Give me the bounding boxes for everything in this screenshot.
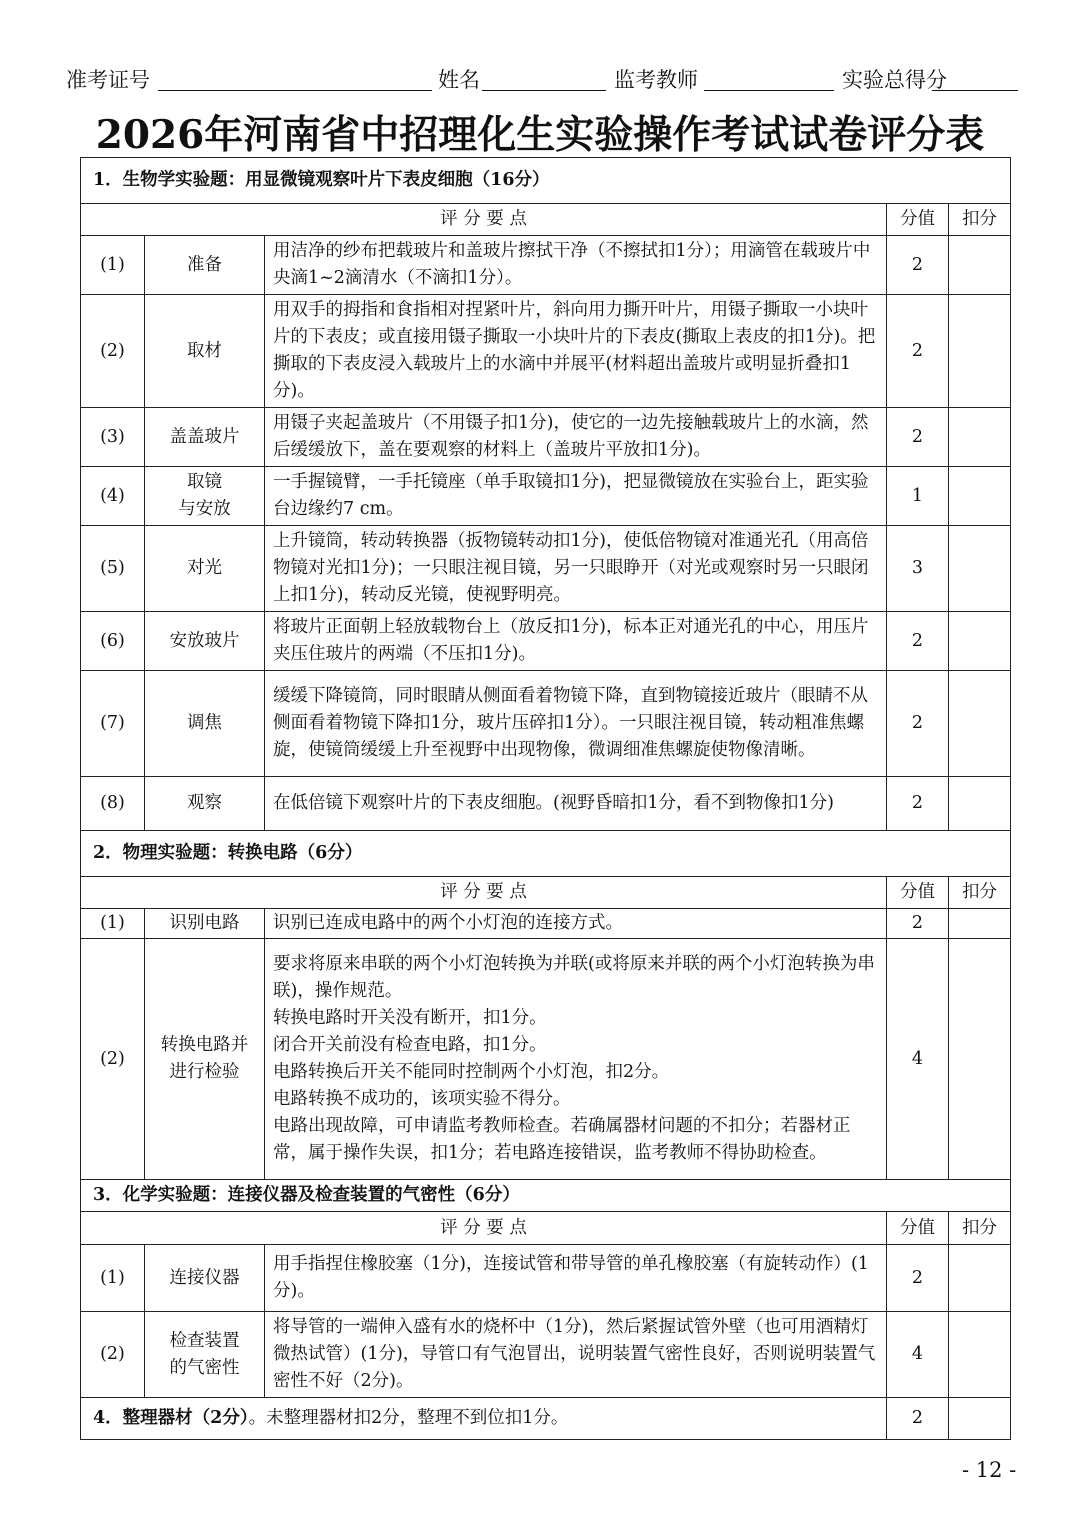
exam-id-label: 准考证号	[66, 68, 150, 92]
row-score: 1	[887, 467, 949, 526]
row-item-line1: 转换电路并	[160, 1035, 249, 1055]
row-item: 对光	[145, 526, 265, 612]
chemistry-section-title: 3．化学实验题：连接仪器及检查装置的气密性（6分）	[81, 1180, 1011, 1212]
table-row	[81, 408, 1011, 467]
name-label: 姓名	[438, 68, 480, 92]
row-number: (2)	[81, 939, 145, 1180]
row-score: 2	[887, 236, 949, 295]
name-blank[interactable]	[482, 90, 606, 91]
exam-header-fields	[66, 62, 1018, 96]
proctor-blank[interactable]	[704, 90, 834, 91]
row-description: 用双手的拇指和食指相对捏紧叶片，斜向用力撕开叶片，用镊子撕取一小块叶片的下表皮；或直接用镊子撕取一小块叶片的下表皮(撕取上表皮的扣1分)。把撕取的下表皮浸入载玻片上的水滴中并展平(材料超出盖玻片或明显折叠扣1分)。	[265, 295, 887, 408]
row-item	[145, 1312, 265, 1398]
rule-line: 要求将原来串联的两个小灯泡转换为并联(或将原来并联的两个小灯泡转换为串联)，操作规范。	[273, 954, 875, 1001]
row-item-line2: 进行检验	[169, 1062, 240, 1082]
row-score: 2	[887, 671, 949, 777]
row-description	[265, 939, 887, 1180]
deduct-header: 扣分	[949, 877, 1011, 909]
points-header: 评 分 要 点	[81, 877, 887, 909]
rule-line: 转换电路时开关没有断开，扣1分。	[273, 1008, 547, 1028]
row-number: (5)	[81, 526, 145, 612]
table-row	[81, 671, 1011, 777]
row-score: 2	[887, 777, 949, 831]
table-row	[81, 526, 1011, 612]
row-description: 将导管的一端伸入盛有水的烧杯中（1分)，然后紧握试管外壁（也可用酒精灯微热试管）(1分)，导管口有气泡冒出，说明装置气密性良好，否则说明装置气密性不好（2分)。	[265, 1312, 887, 1398]
tidy-title: 4．整理器材（2分）	[93, 1408, 249, 1428]
table-row	[81, 909, 1011, 939]
row-description: 将玻片正面朝上轻放载物台上（放反扣1分)，标本正对通光孔的中心，用压片夹压住玻片的两端（不压扣1分)。	[265, 612, 887, 671]
row-description: 一手握镜臂，一手托镜座（单手取镜扣1分)，把显微镜放在实验台上，距实验台边缘约7 cm。	[265, 467, 887, 526]
deduct-cell[interactable]	[949, 467, 1011, 526]
row-number: (4)	[81, 467, 145, 526]
points-header: 评 分 要 点	[81, 204, 887, 236]
total-score-label: 实验总得分	[842, 68, 947, 92]
row-number: (2)	[81, 295, 145, 408]
row-number: (6)	[81, 612, 145, 671]
row-number: (2)	[81, 1312, 145, 1398]
table-row	[81, 236, 1011, 295]
table-row	[81, 777, 1011, 831]
deduct-cell[interactable]	[949, 1398, 1011, 1440]
row-description: 用洁净的纱布把载玻片和盖玻片擦拭干净（不擦拭扣1分）；用滴管在载玻片中央滴1~2滴清水（不滴扣1分）。	[265, 236, 887, 295]
row-item	[145, 939, 265, 1180]
row-item: 连接仪器	[145, 1245, 265, 1312]
table-row	[81, 467, 1011, 526]
chemistry-header-row	[81, 1212, 1011, 1245]
physics-header-row	[81, 877, 1011, 909]
row-number: (1)	[81, 236, 145, 295]
page-number: - 12 -	[962, 1458, 1017, 1482]
row-score: 4	[887, 1312, 949, 1398]
points-header: 评 分 要 点	[81, 1212, 887, 1245]
deduct-cell[interactable]	[949, 909, 1011, 939]
deduct-cell[interactable]	[949, 939, 1011, 1180]
table-row	[81, 1245, 1011, 1312]
row-description: 识别已连成电路中的两个小灯泡的连接方式。	[265, 909, 887, 939]
table-row	[81, 612, 1011, 671]
row-item: 取材	[145, 295, 265, 408]
rule-line: 电路出现故障，可申请监考教师检查。若确属器材问题的不扣分；若器材正常，属于操作失误，扣1分；若电路连接错误，监考教师不得协助检查。	[273, 1116, 851, 1163]
row-description: 缓缓下降镜筒，同时眼睛从侧面看着物镜下降，直到物镜接近玻片（眼睛不从侧面看着物镜下降扣1分，玻片压碎扣1分）。一只眼注视目镜，转动粗准焦螺旋，使镜筒缓缓上升至视野中出现物像，微调细准焦螺旋使物像清晰。	[265, 671, 887, 777]
rule-line: 电路转换后开关不能同时控制两个小灯泡，扣2分。	[273, 1062, 670, 1082]
row-score: 2	[887, 295, 949, 408]
deduct-cell[interactable]	[949, 671, 1011, 777]
biology-section-title: 1．生物学实验题：用显微镜观察叶片下表皮细胞（16分）	[81, 158, 1011, 204]
row-description: 上升镜筒，转动转换器（扳物镜转动扣1分)，使低倍物镜对准通光孔（用高倍物镜对光扣1分)；一只眼注视目镜，另一只眼睁开（对光或观察时另一只眼闭上扣1分)，转动反光镜，使视野明亮。	[265, 526, 887, 612]
biology-header-row	[81, 204, 1011, 236]
row-description: 用镊子夹起盖玻片（不用镊子扣1分)，使它的一边先接触载玻片上的水滴，然后缓缓放下，盖在要观察的材料上（盖玻片平放扣1分)。	[265, 408, 887, 467]
exam-id-blank[interactable]	[158, 90, 432, 91]
table-row	[81, 295, 1011, 408]
total-score-blank[interactable]	[932, 90, 1018, 91]
deduct-cell[interactable]	[949, 236, 1011, 295]
table-row	[81, 1398, 1011, 1440]
deduct-cell[interactable]	[949, 1245, 1011, 1312]
row-number: (8)	[81, 777, 145, 831]
score-header: 分值	[887, 204, 949, 236]
row-description: 用手指捏住橡胶塞（1分)，连接试管和带导管的单孔橡胶塞（有旋转动作）(1分)。	[265, 1245, 887, 1312]
row-item: 观察	[145, 777, 265, 831]
row-item: 盖盖玻片	[145, 408, 265, 467]
deduct-cell[interactable]	[949, 777, 1011, 831]
row-score: 2	[887, 909, 949, 939]
row-number: (3)	[81, 408, 145, 467]
row-score: 4	[887, 939, 949, 1180]
rule-line: 电路转换不成功的，该项实验不得分。	[273, 1089, 571, 1109]
deduct-cell[interactable]	[949, 612, 1011, 671]
row-item-line1: 取镜	[187, 472, 222, 492]
row-score: 2	[887, 1245, 949, 1312]
tidy-desc: 。未整理器材扣2分，整理不到位扣1分。	[248, 1408, 569, 1428]
deduct-cell[interactable]	[949, 295, 1011, 408]
row-item-line2: 与安放	[178, 499, 231, 519]
row-score: 2	[887, 408, 949, 467]
score-header: 分值	[887, 877, 949, 909]
row-item-line1: 检查装置	[169, 1330, 240, 1351]
row-number: (1)	[81, 909, 145, 939]
score-header: 分值	[887, 1212, 949, 1245]
table-row	[81, 939, 1011, 1180]
row-item: 识别电路	[145, 909, 265, 939]
row-description: 在低倍镜下观察叶片的下表皮细胞。(视野昏暗扣1分，看不到物像扣1分)	[265, 777, 887, 831]
row-number: (1)	[81, 1245, 145, 1312]
scoring-table	[80, 157, 1011, 1440]
physics-section-title: 2．物理实验题：转换电路（6分）	[81, 831, 1011, 877]
deduct-cell[interactable]	[949, 1312, 1011, 1398]
row-number: (7)	[81, 671, 145, 777]
page-title: 2026年河南省中招理化生实验操作考试试卷评分表	[95, 112, 985, 158]
table-row	[81, 1312, 1011, 1398]
tidy-row-text	[81, 1398, 887, 1440]
deduct-cell[interactable]	[949, 526, 1011, 612]
deduct-header: 扣分	[949, 204, 1011, 236]
row-item: 安放玻片	[145, 612, 265, 671]
row-score: 3	[887, 526, 949, 612]
row-item	[145, 467, 265, 526]
row-item: 准备	[145, 236, 265, 295]
row-item-line2: 的气密性	[169, 1357, 240, 1378]
row-score: 2	[887, 1398, 949, 1440]
proctor-label: 监考教师	[614, 68, 698, 92]
deduct-cell[interactable]	[949, 408, 1011, 467]
row-item: 调焦	[145, 671, 265, 777]
rule-line: 闭合开关前没有检查电路，扣1分。	[273, 1035, 547, 1055]
deduct-header: 扣分	[949, 1212, 1011, 1245]
row-score: 2	[887, 612, 949, 671]
